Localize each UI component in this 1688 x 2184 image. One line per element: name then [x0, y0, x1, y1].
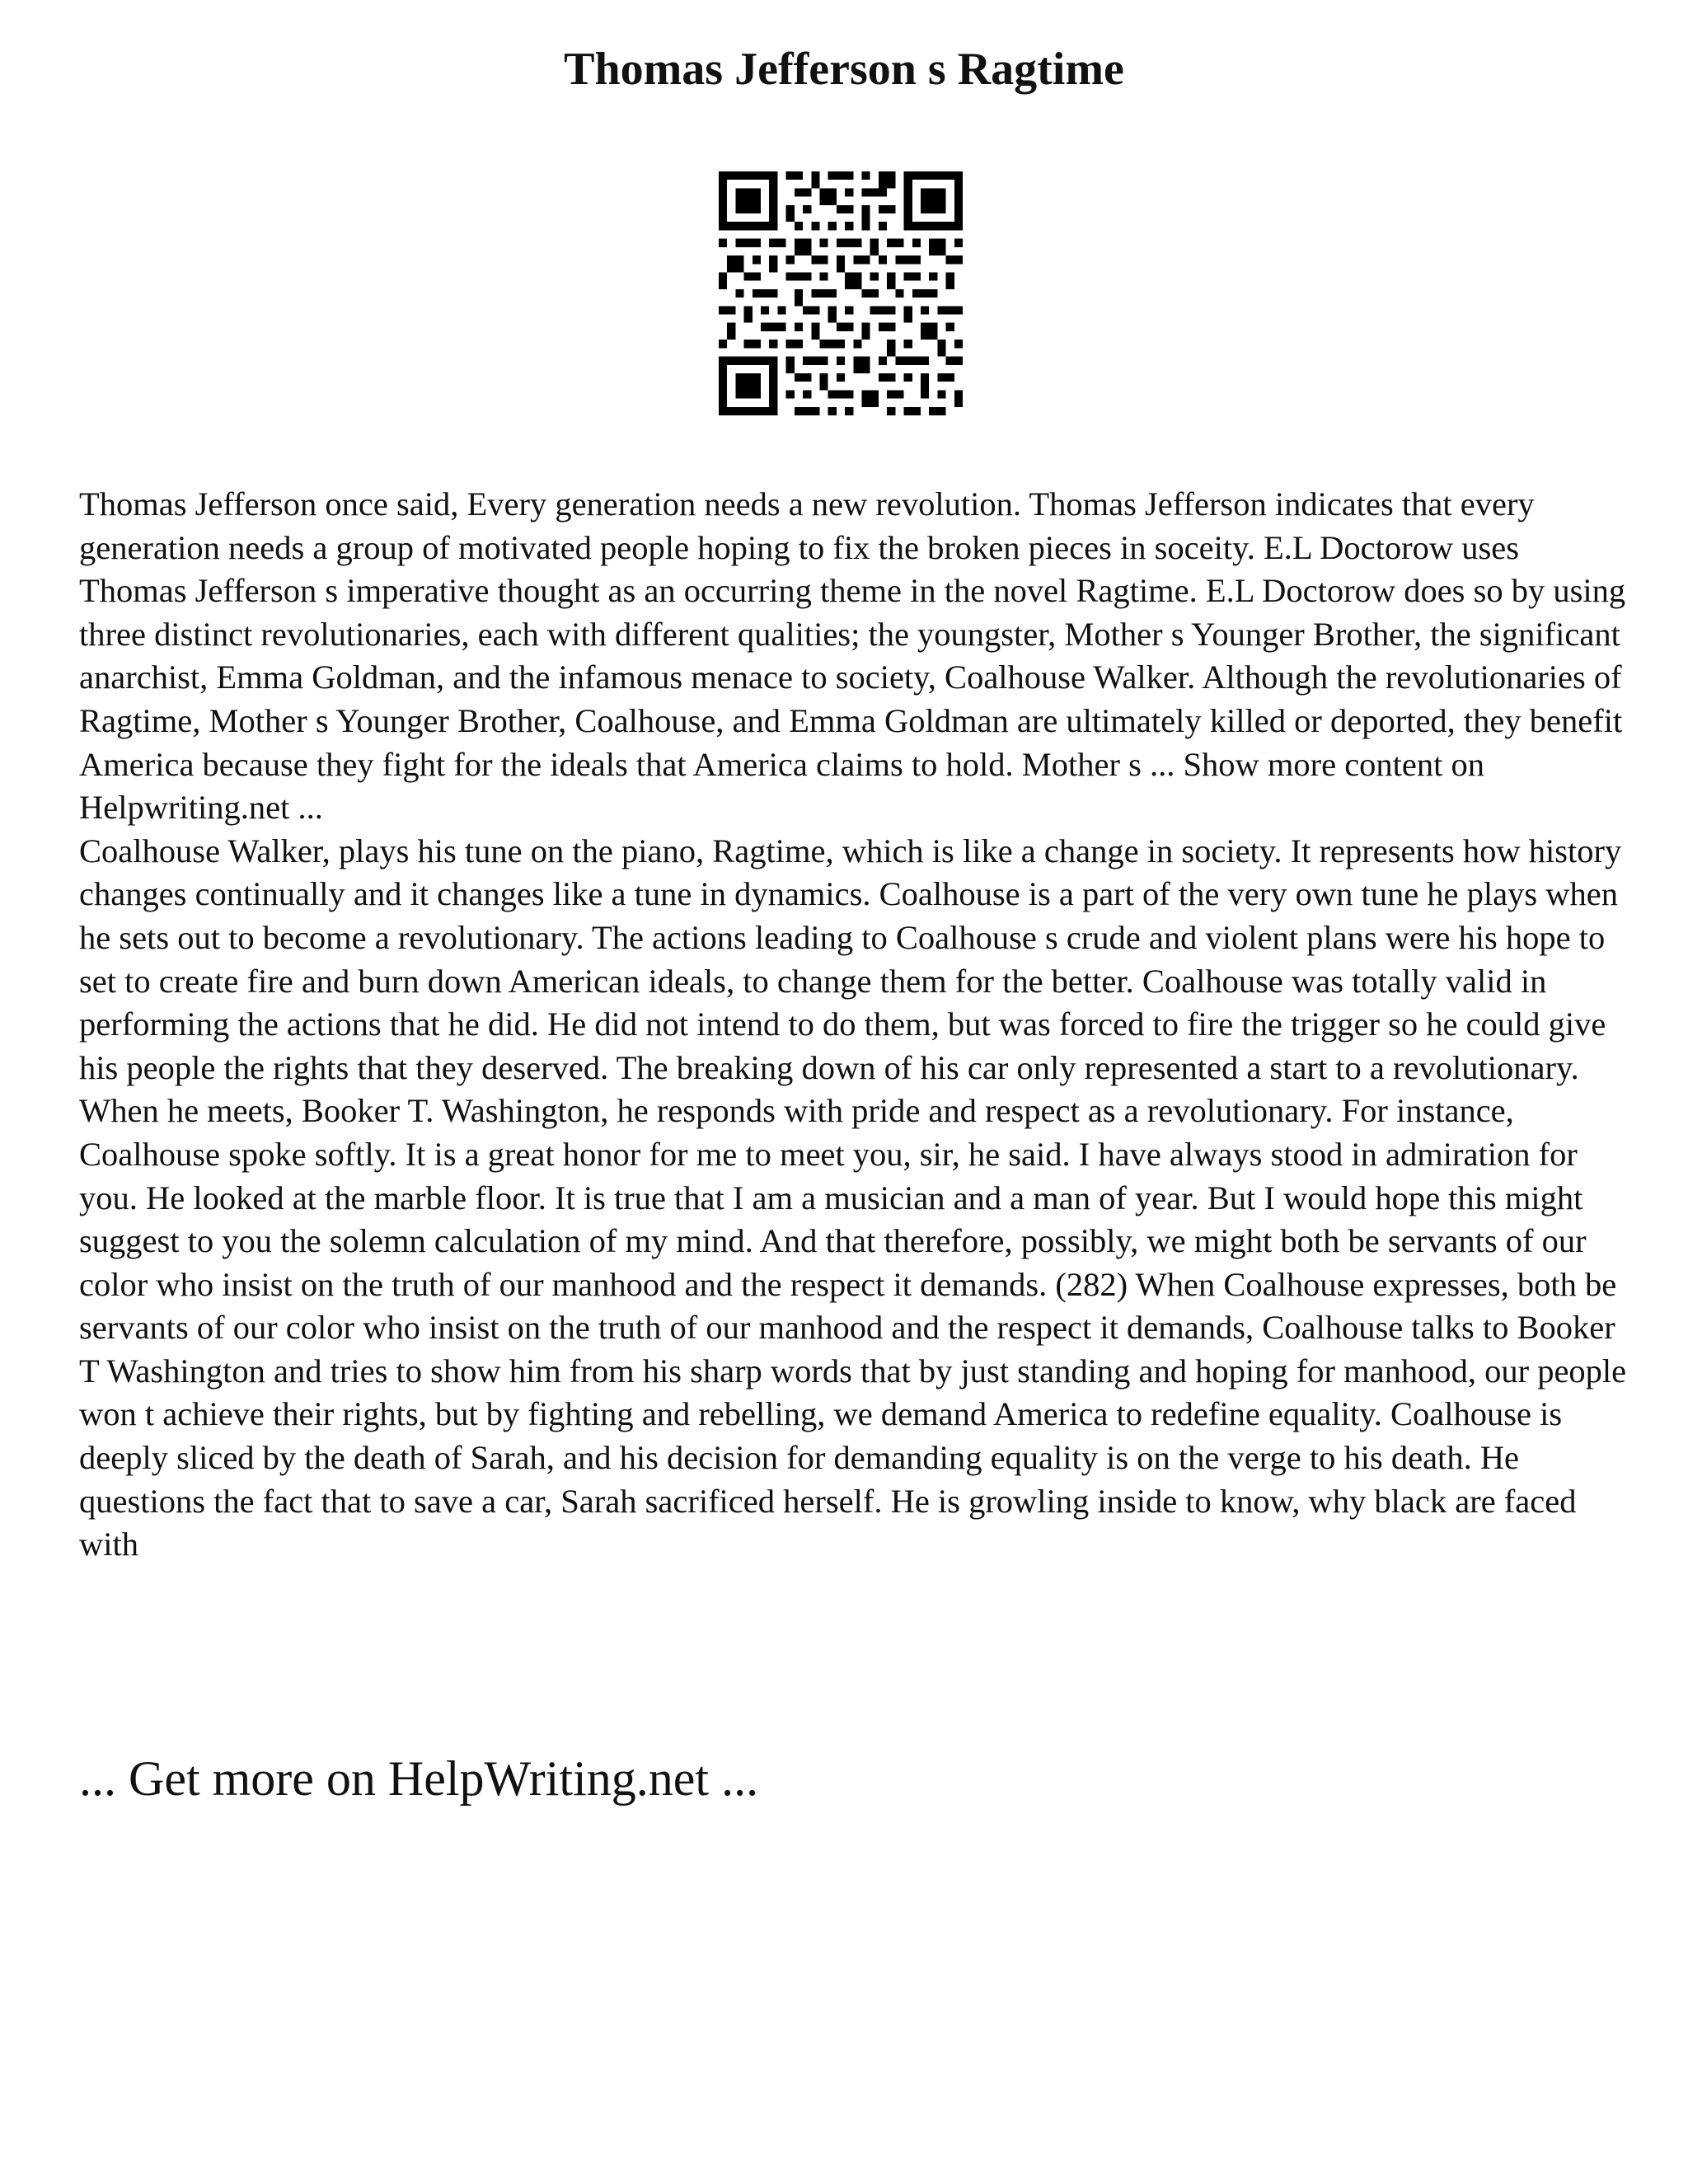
- paragraph-intro: Thomas Jefferson once said, Every generation needs a new revolution. Thomas Jefferson indicates that every generation needs a group of motivated people hoping to fix the broken pieces in soceity. E.L Doctorow uses Thomas Jefferson s imperative thought as an occurring theme in the novel Ragtime. E.L Doctorow does so by using three distinct revolutionaries, each with different qualities; the youngster, Mother s Younger Brother, the significant anarchist, Emma Goldman, and the infamous menace to society, Coalhouse Walker. Although the revolutionaries of Ragtime, Mother s Younger Brother, Coalhouse, and Emma Goldman are ultimately killed or deported, they benefit America because they fight for the ideals that America claims to hold. Mother s ... Show more content on Helpwriting.net ...: [79, 485, 1626, 827]
- qr-code-icon[interactable]: [719, 171, 963, 415]
- paragraph-coalhouse: Coalhouse Walker, plays his tune on the piano, Ragtime, which is like a change in society. It represents how history changes continually and it changes like a tune in dynamics. Coalhouse is a part of the very own tune he plays when he sets out to become a revolutionary. The actions leading to Coalhouse s crude and violent plans were his hope to set to create fire and burn down American ideals, to change them for the better. Coalhouse was totally valid in performing the actions that he did. He did not intend to do them, but was forced to fire the trigger so he could give his people the rights that they deserved. The breaking down of his car only represented a start to a revolutionary. When he meets, Booker T. Washington, he responds with pride and respect as a revolutionary. For instance, Coalhouse spoke softly. It is a great honor for me to meet you, sir, he said. I have always stood in admiration for you. He looked at the marble floor. It is true that I am a musician and a man of year. But I would hope this might suggest to you the solemn calculation of my mind. And that therefore, possibly, we might both be servants of our color who insist on the truth of our manhood and the respect it demands. (282) When Coalhouse expresses, both be servants of our color who insist on the truth of our manhood and the respect it demands, Coalhouse talks to Booker T Washington and tries to show him from his sharp words that by just standing and hoping for manhood, our people won t achieve their rights, but by fighting and rebelling, we demand America to redefine equality. Coalhouse is deeply sliced by the death of Sarah, and his decision for demanding equality is on the verge to his death. He questions the fact that to save a car, Sarah sacrificed herself. He is growling inside to know, why black are faced with: [79, 832, 1627, 1563]
- get-more-link[interactable]: ... Get more on HelpWriting.net ...: [79, 1751, 759, 1806]
- document-body: [79, 483, 1629, 1567]
- document-title: Thomas Jefferson s Ragtime: [564, 44, 1124, 95]
